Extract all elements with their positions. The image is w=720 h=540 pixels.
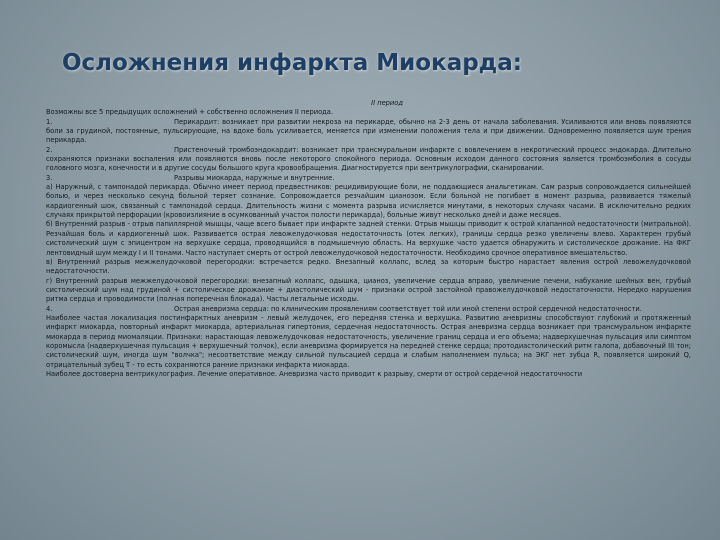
list-item-aneurysm [46, 305, 691, 314]
list-item-number: 3. [46, 173, 53, 182]
paragraph-external-rupture: а) Наружный, с тампонадой перикарда. Обычно имеет период предвестников: рецидивирующие боли, не поддающиеся анальгетикам. Сам разрыв сопровождается сильнейшей болью, и через несколько секунд больной теряет сознание. Сопровождается резчайшим цианозом. Если больной не погибает в момент разрыва, развивается тяжелый кардиогенный шок, связанный с тампонадой сердца. Длительность жизни с момента разрыва исчисляется минутами, в некоторых случаях часами. В исключительно редких случаях прикрытой перфорации (кровоизлияние в осумкованный участок полости перикарда), больные живут несколько дней и даже месяцев. [46, 183, 691, 220]
period-heading: II период [371, 99, 403, 107]
slide-body [46, 99, 691, 379]
paragraph-papillary-rupture: б) Внутренний разрыв - отрыв папиллярной мышцы, чаще всего бывает при инфаркте задней стенки. Отрыв мышцы приводит к острой клапанной недостаточности (митральной). Резчайшая боль и кардиогенный шок. Развивается острая левожелудочковая недостаточность (отек легких), границы сердца резко увеличены влево. Характерен грубый систолический шум с эпицентром на верхушке сердца, проводящийся в подмышечную область. На верхушке часто удается обнаружить и систолическое дрожание. На ФКГ лентовидный шум между I и II тонами. Часто наступает смерть от острой левожелудочковой недостаточности. Необходимо срочное оперативное вмешательство. [46, 220, 691, 257]
paragraph-aneurysm-details: Наиболее частая локализация постинфарктных аневризм - левый желудочек, его передняя стенка и верхушка. Развитию аневризмы способствуют глубокий и протяженный инфаркт миокарда, повторный инфаркт миокарда, артериальная гипертония, сердечная недостаточность. Острая аневризма сердца возникает при трансмуральном инфаркте миокарда в период миомаляции. Признаки: нарастающая левожелудочковая недостаточность, увеличение границ сердца и его объема; надверхушечная пульсация или симптом коромысла (надверхушечная пульсация + верхушечный толчок), если аневризма формируется на передней стенке сердца; протодиастолический ритм галопа, добавочный III тон; систолический шум, иногда шум "волчка"; несоответствие между сильной пульсацией сердца и слабым наполнением пульса; на ЭКГ нет зубца R, появляется широкий Q, отрицательный зубец T - то есть сохраняются ранние признаки инфаркта миокарда. [46, 313, 691, 369]
list-item-pericarditis [46, 118, 691, 146]
list-item-number: 2. [46, 145, 53, 154]
list-item-text: Пристеночный тромбоэндокардит: возникает при трансмуральном инфаркте с вовлечением в некротический процесс эндокарда. Длительно сохраняются признаки воспаления или появляются вновь после некоторого спокойного периода. Основным исходом данного состояния является тромбоэмболия в сосуды головного мозга, конечности и в другие сосуды большого круга кровообращения. Диагностируется при вентрикулографии, сканировании. [46, 145, 691, 173]
list-item-text: Разрывы миокарда, наружные и внутренние. [174, 173, 335, 182]
slide-title: Осложнения инфаркта Миокарда: [62, 50, 522, 76]
paragraph-septal-rupture-g: г) Внутренний разрыв межжелудочковой перегородки: внезапный коллапс, одышка, цианоз, увеличение сердца вправо, увеличение печени, набухание шейных вен, грубый систолический шум над грудиной + систолическое дрожание + диастолический шум - признаки острой застойной правожелудочковой недостаточности. Нередко нарушения ритма сердца и проводимости (полная поперечная блокада). Часты летальные исходы. [46, 276, 691, 304]
paragraph-conclusion: Наиболее достоверна вентрикулография. Лечение оперативное. Аневризма часто приводит к разрыву, смерти от острой сердечной недостаточности [46, 369, 583, 378]
list-item-text: Острая аневризма сердца: по клиническим проявлениям соответствует той или иной степени острой сердечной недостаточности. [174, 304, 642, 313]
list-item-number: 4. [46, 304, 53, 313]
list-item-text: Перикардит: возникает при развитии некроза на перикарде, обычно на 2-3 день от начала заболевания. Усиливаются или вновь появляются боли за грудиной, постоянные, пульсирующие, на вдохе боль усиливается, меняется при изменении положения тела и при движении. Одновременно появляется шум трения перикарда. [46, 117, 691, 145]
list-item-thromboendocarditis [46, 146, 691, 174]
list-item-number: 1. [46, 117, 53, 126]
list-item-ruptures [46, 174, 691, 183]
intro-paragraph: Возможны все 5 предыдущих осложнений + собственно осложнения II периода. [46, 108, 334, 117]
paragraph-septal-rupture-v: в) Внутренний разрыв межжелудочковой перегородки: встречается редко. Внезапный коллапс, вслед за которым быстро нарастает явления острой левожелудочковой недостаточности. [46, 257, 691, 276]
